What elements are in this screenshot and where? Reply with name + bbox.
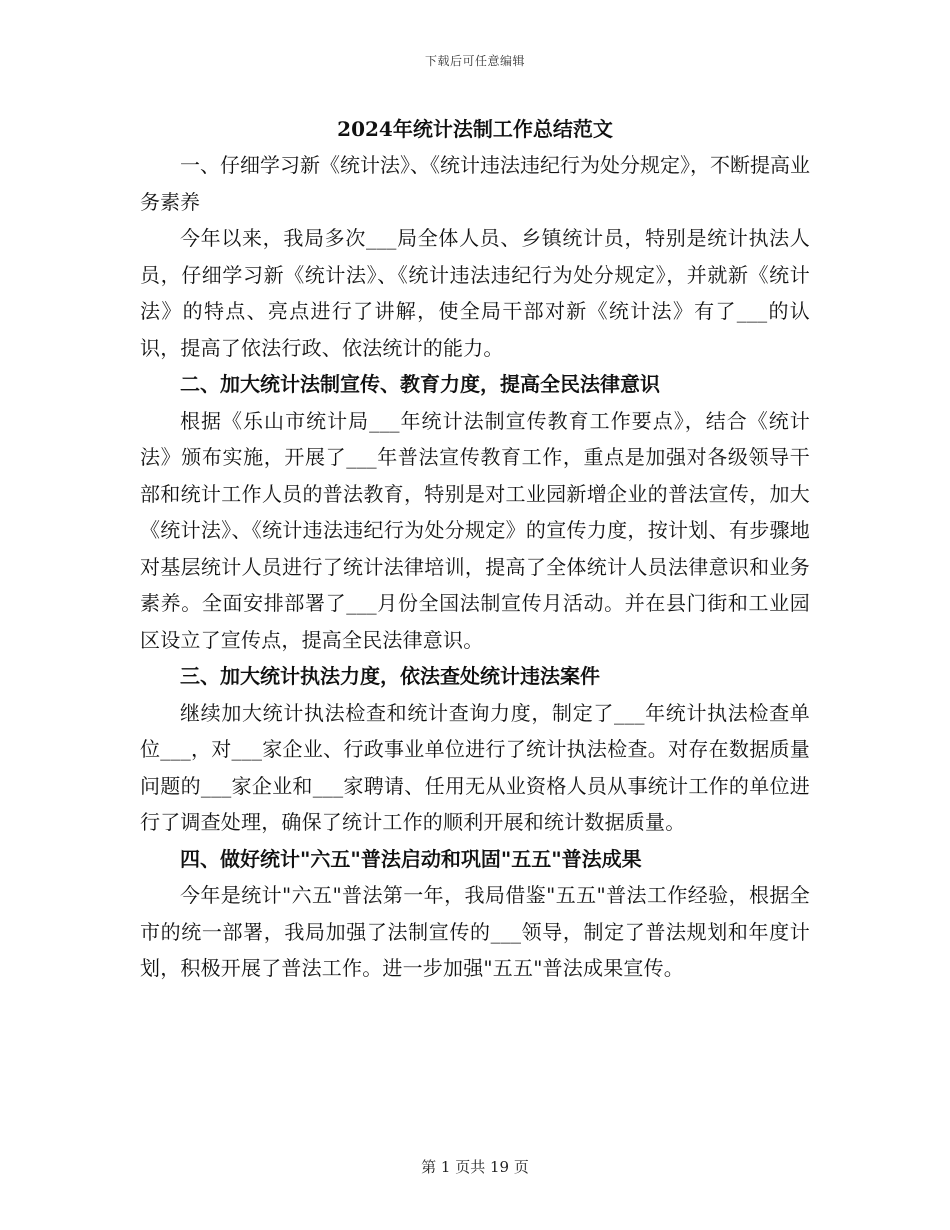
section-heading-3: 三、加大统计执法力度，依法查处统计违法案件 xyxy=(180,664,600,688)
section-body-3: 继续加大统计执法检查和统计查询力度，制定了___年统计执法检查单位___，对___家企业、行政事业单位进行了统计执法检查。对存在数据质量问题的___家企业和___家聘请、任用无从业资格人员从事统计工作的单位进行了调查处理，确保了统计工作的顺利开展和统计数据质量。 xyxy=(140,700,810,834)
document-body xyxy=(140,111,810,987)
document-title: 2024年统计法制工作总结范文 xyxy=(337,117,613,141)
section-heading-2: 二、加大统计法制宣传、教育力度，提高全民法律意识 xyxy=(180,372,660,396)
section-body-1: 今年以来，我局多次___局全体人员、乡镇统计员，特别是统计执法人员，仔细学习新《统计法》、《统计违法违纪行为处分规定》，并就新《统计法》的特点、亮点进行了讲解，使全局干部对新《统计法》有了___的认识，提高了依法行政、依法统计的能力。 xyxy=(140,226,810,360)
section-heading-1: 一、仔细学习新《统计法》、《统计违法违纪行为处分规定》，不断提高业务素养 xyxy=(140,153,810,214)
section-heading-4: 四、做好统计"六五"普法启动和巩固"五五"普法成果 xyxy=(180,846,642,871)
section-body-2: 根据《乐山市统计局___年统计法制宣传教育工作要点》，结合《统计法》颁布实施，开展了___年普法宣传教育工作，重点是加强对各级领导干部和统计工作人员的普法教育，特别是对工业园新增企业的普法宣传，加大《统计法》、《统计违法违纪行为处分规定》的宣传力度，按计划、有步骤地对基层统计人员进行了统计法律培训，提高了全体统计人员法律意识和业务素养。全面安排部署了___月份全国法制宣传月活动。并在县门街和工业园区设立了宣传点，提高全民法律意识。 xyxy=(140,408,810,652)
page-footer-number: 第 1 页共 19 页 xyxy=(421,1158,529,1176)
section-body-4: 今年是统计"六五"普法第一年，我局借鉴"五五"普法工作经验，根据全市的统一部署，我局加强了法制宣传的___领导，制定了普法规划和年度计划，积极开展了普法工作。进一步加强"五五"普法成果宣传。 xyxy=(140,883,810,980)
page-header-note: 下载后可任意编辑 xyxy=(424,54,525,68)
